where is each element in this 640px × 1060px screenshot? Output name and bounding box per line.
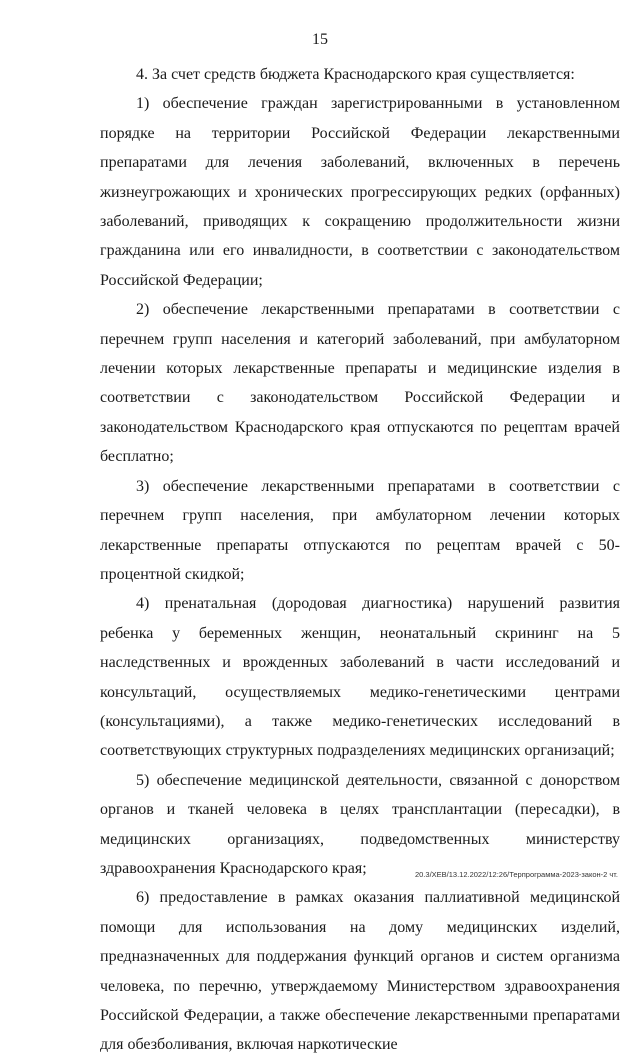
document-footer: 20.3/ХЕВ/13.12.2022/12:26/Терпрограмма-2023-закон-2 чт. [414, 870, 618, 879]
paragraph-intro: 4. За счет средств бюджета Краснодарского края существляется: [136, 66, 575, 83]
paragraph-item-5: 5) обеспечение медицинской деятельности, связанной с донорством органов и тканей человека в целях трансплантации (пересадки), в медицинских организациях, подведомственных министерству здравоохранения Краснодарского края; [100, 771, 620, 877]
paragraph-item-6: 6) предоставление в рамках оказания паллиативной медицинской помощи для использования на дому медицинских изделий, предназначенных для поддержания функций органов и систем организма человека, по перечню, утверждаемому Министерством здравоохранения Российской Федерации, а также обеспечение лекарственными препаратами для обезболивания, включая наркотические [100, 889, 620, 1054]
paragraph-item-4: 4) пренатальная (дородовая диагностика) нарушений развития ребенка у беременных женщин, неонатальный скрининг на 5 наследственных и врожденных заболеваний в части исследований и консультаций, осуществляемых медико-генетическими центрами (консультациями), а также медико-генетических исследований в соответствующих структурных подразделениях медицинских организаций; [100, 595, 620, 760]
paragraph-item-3: 3) обеспечение лекарственными препаратами в соответствии с перечнем групп населения, при амбулаторном лечении которых лекарственные препараты отпускаются по рецептам врачей с 50-процентной скидкой; [100, 477, 620, 583]
page-number: 15 [312, 31, 328, 48]
document-body [100, 60, 620, 1060]
paragraph-item-2: 2) обеспечение лекарственными препаратами в соответствии с перечнем групп населения и категорий заболеваний, при амбулаторном лечении которых лекарственные препараты и медицинские изделия в соответствии с законодательством Российской Федерации и законодательством Краснодарского края отпускаются по рецептам врачей бесплатно; [100, 301, 620, 466]
paragraph-item-1: 1) обеспечение граждан зарегистрированными в установленном порядке на территории Российской Федерации лекарственными препаратами для лечения заболеваний, включенных в перечень жизнеугрожающих и хронических прогрессирующих редких (орфанных) заболеваний, приводящих к сокращению продолжительности жизни гражданина или его инвалидности, в соответствии с законодательством Российской Федерации; [100, 95, 620, 289]
